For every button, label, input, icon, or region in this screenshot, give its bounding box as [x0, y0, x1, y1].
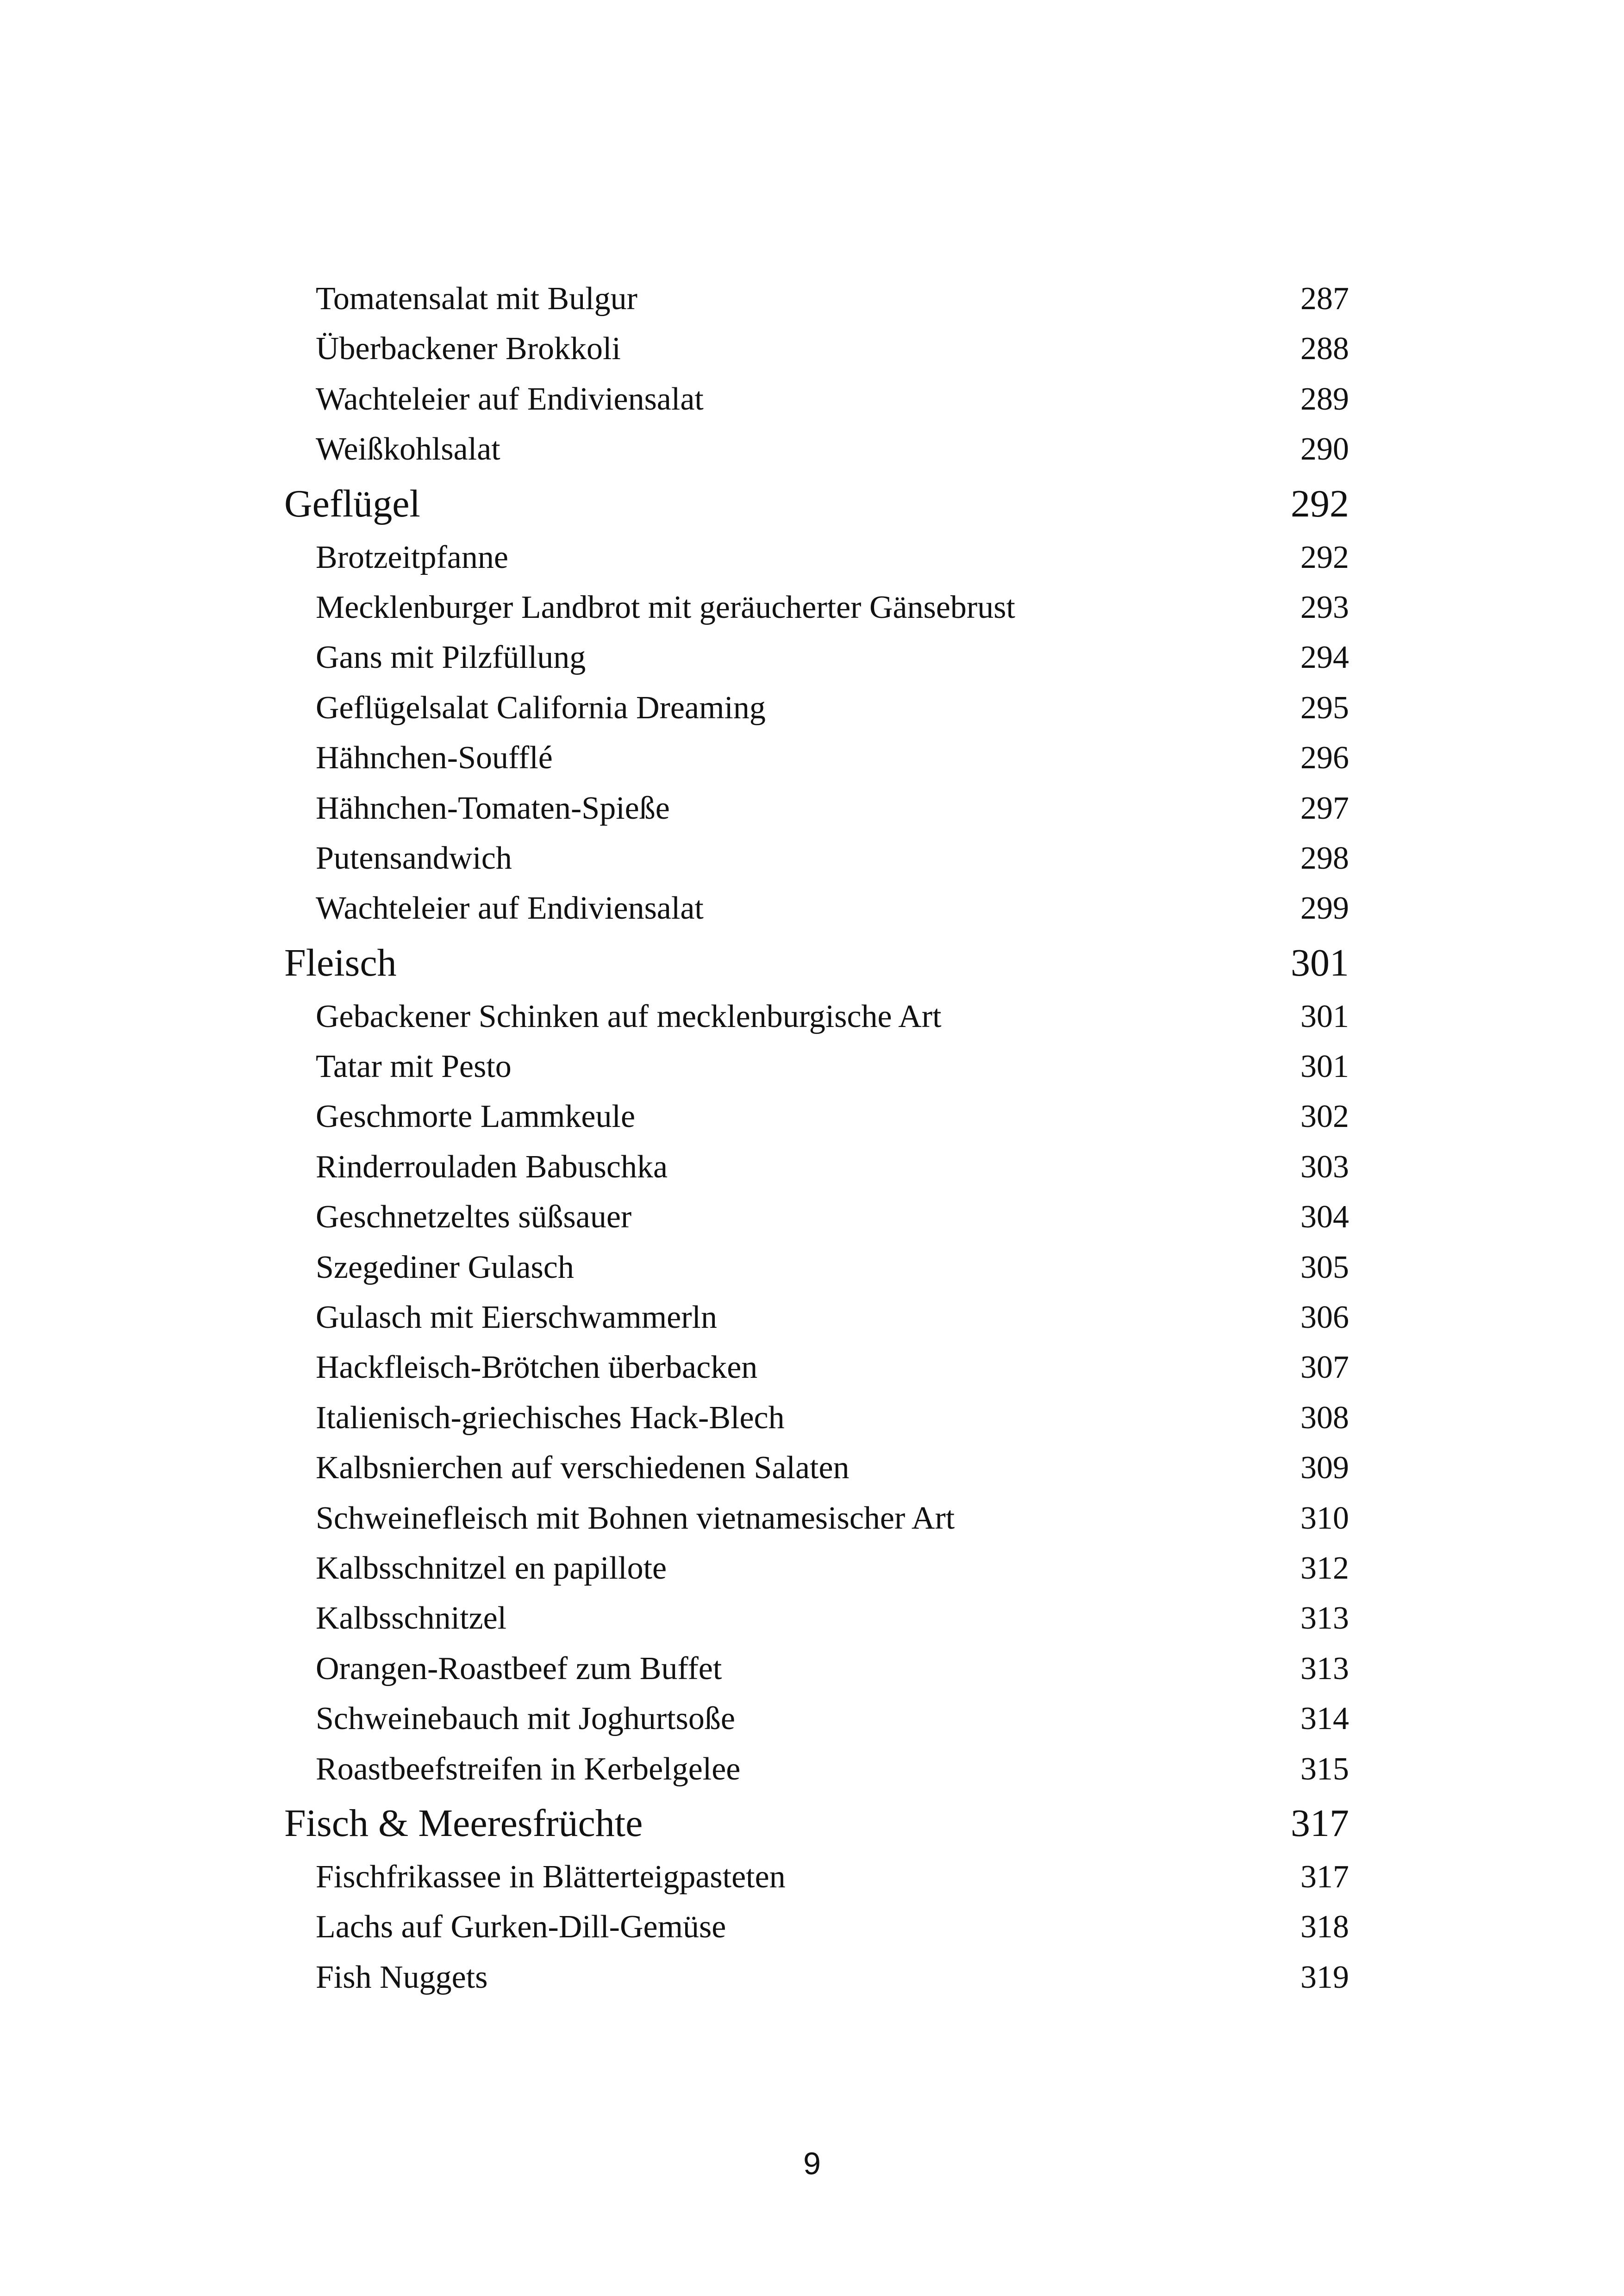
- entry-page-number: 299: [1300, 890, 1349, 927]
- entry-page-number: 314: [1300, 1701, 1349, 1737]
- entry-page-number: 301: [1300, 998, 1349, 1034]
- entry-page-number: 295: [1300, 690, 1349, 726]
- entry-page-number: 313: [1300, 1600, 1349, 1636]
- toc-entry: [284, 1902, 1349, 1952]
- toc-section-heading: [284, 475, 1349, 533]
- section-title: Geflügel: [284, 482, 420, 525]
- entry-page-number: 306: [1300, 1300, 1349, 1336]
- entry-title: Rinderrouladen Babuschka: [316, 1149, 668, 1185]
- entry-page-number: 318: [1300, 1909, 1349, 1945]
- entry-title: Schweinefleisch mit Bohnen vietnamesischer Art: [316, 1500, 955, 1536]
- entry-page-number: 309: [1300, 1450, 1349, 1486]
- entry-title: Wachteleier auf Endiviensalat: [316, 381, 704, 417]
- entry-page-number: 310: [1300, 1500, 1349, 1536]
- entry-title: Orangen-Roastbeef zum Buffet: [316, 1650, 722, 1686]
- entry-title: Mecklenburger Landbrot mit geräucherter Gänsebrust: [316, 589, 1015, 625]
- entry-page-number: 315: [1300, 1751, 1349, 1787]
- toc-entry: [284, 633, 1349, 683]
- entry-title: Fish Nuggets: [316, 1959, 488, 1995]
- toc-section-heading: [284, 1794, 1349, 1852]
- entry-page-number: 289: [1300, 381, 1349, 417]
- toc-entry: [284, 374, 1349, 424]
- table-of-contents: [284, 274, 1349, 2003]
- entry-page-number: 288: [1300, 331, 1349, 367]
- entry-title: Hackfleisch-Brötchen überbacken: [316, 1350, 758, 1386]
- section-page-number: 317: [1291, 1801, 1349, 1845]
- entry-page-number: 302: [1300, 1099, 1349, 1135]
- toc-entry: [284, 1644, 1349, 1694]
- toc-entry: [284, 884, 1349, 933]
- entry-title: Weißkohlsalat: [316, 431, 500, 467]
- toc-entry: [284, 324, 1349, 374]
- entry-page-number: 313: [1300, 1650, 1349, 1686]
- toc-entry: [284, 1293, 1349, 1343]
- entry-page-number: 292: [1300, 539, 1349, 575]
- entry-title: Schweinebauch mit Joghurtsoße: [316, 1701, 735, 1737]
- entry-page-number: 296: [1300, 740, 1349, 776]
- entry-title: Tatar mit Pesto: [316, 1049, 512, 1085]
- toc-entry: [284, 733, 1349, 783]
- section-title: Fisch & Meeresfrüchte: [284, 1801, 643, 1845]
- section-page-number: 301: [1291, 941, 1349, 984]
- toc-entry: [284, 683, 1349, 733]
- entry-page-number: 303: [1300, 1149, 1349, 1185]
- entry-title: Kalbsschnitzel: [316, 1600, 507, 1636]
- toc-entry: [284, 1694, 1349, 1744]
- entry-page-number: 307: [1300, 1350, 1349, 1386]
- toc-entry: [284, 1493, 1349, 1543]
- entry-page-number: 304: [1300, 1199, 1349, 1235]
- toc-entry: [284, 1543, 1349, 1593]
- entry-title: Szegediner Gulasch: [316, 1249, 574, 1285]
- toc-entry: [284, 784, 1349, 834]
- entry-title: Gulasch mit Eierschwammerln: [316, 1300, 717, 1336]
- toc-entry: [284, 1593, 1349, 1643]
- toc-entry: [284, 1343, 1349, 1393]
- toc-section-heading: [284, 934, 1349, 992]
- entry-page-number: 305: [1300, 1249, 1349, 1285]
- section-page-number: 292: [1291, 482, 1349, 525]
- entry-page-number: 319: [1300, 1959, 1349, 1995]
- entry-page-number: 297: [1300, 790, 1349, 826]
- toc-entry: [284, 583, 1349, 633]
- entry-title: Geflügelsalat California Dreaming: [316, 690, 766, 726]
- entry-title: Hähnchen-Soufflé: [316, 740, 553, 776]
- toc-entry: [284, 1852, 1349, 1902]
- toc-entry: [284, 274, 1349, 324]
- entry-page-number: 287: [1300, 281, 1349, 317]
- entry-title: Kalbsschnitzel en papillote: [316, 1550, 667, 1586]
- toc-entry: [284, 834, 1349, 884]
- toc-entry: [284, 992, 1349, 1042]
- toc-entry: [284, 533, 1349, 583]
- toc-entry: [284, 1443, 1349, 1493]
- entry-title: Überbackener Brokkoli: [316, 331, 621, 367]
- entry-title: Putensandwich: [316, 840, 512, 876]
- entry-page-number: 294: [1300, 640, 1349, 676]
- entry-title: Wachteleier auf Endiviensalat: [316, 890, 704, 927]
- entry-title: Roastbeefstreifen in Kerbelgelee: [316, 1751, 741, 1787]
- entry-title: Kalbsnierchen auf verschiedenen Salaten: [316, 1450, 849, 1486]
- page-number: 9: [803, 2146, 821, 2181]
- entry-page-number: 317: [1300, 1859, 1349, 1895]
- toc-entry: [284, 424, 1349, 474]
- entry-page-number: 301: [1300, 1049, 1349, 1085]
- toc-entry: [284, 1192, 1349, 1242]
- entry-title: Italienisch-griechisches Hack-Blech: [316, 1400, 785, 1436]
- entry-title: Lachs auf Gurken-Dill-Gemüse: [316, 1909, 726, 1945]
- toc-entry: [284, 1953, 1349, 2003]
- toc-entry: [284, 1744, 1349, 1794]
- entry-title: Tomatensalat mit Bulgur: [316, 281, 637, 317]
- entry-title: Geschmorte Lammkeule: [316, 1099, 636, 1135]
- toc-entry: [284, 1393, 1349, 1443]
- section-title: Fleisch: [284, 941, 397, 984]
- entry-page-number: 290: [1300, 431, 1349, 467]
- entry-title: Brotzeitpfanne: [316, 539, 508, 575]
- toc-entry: [284, 1042, 1349, 1092]
- entry-page-number: 298: [1300, 840, 1349, 876]
- toc-entry: [284, 1243, 1349, 1293]
- toc-entry: [284, 1142, 1349, 1192]
- entry-title: Gans mit Pilzfüllung: [316, 640, 586, 676]
- entry-page-number: 308: [1300, 1400, 1349, 1436]
- toc-entry: [284, 1092, 1349, 1142]
- entry-title: Fischfrikassee in Blätterteigpasteten: [316, 1859, 786, 1895]
- entry-title: Geschnetzeltes süßsauer: [316, 1199, 632, 1235]
- entry-page-number: 293: [1300, 589, 1349, 625]
- entry-title: Hähnchen-Tomaten-Spieße: [316, 790, 670, 826]
- entry-page-number: 312: [1300, 1550, 1349, 1586]
- entry-title: Gebackener Schinken auf mecklenburgische Art: [316, 998, 942, 1034]
